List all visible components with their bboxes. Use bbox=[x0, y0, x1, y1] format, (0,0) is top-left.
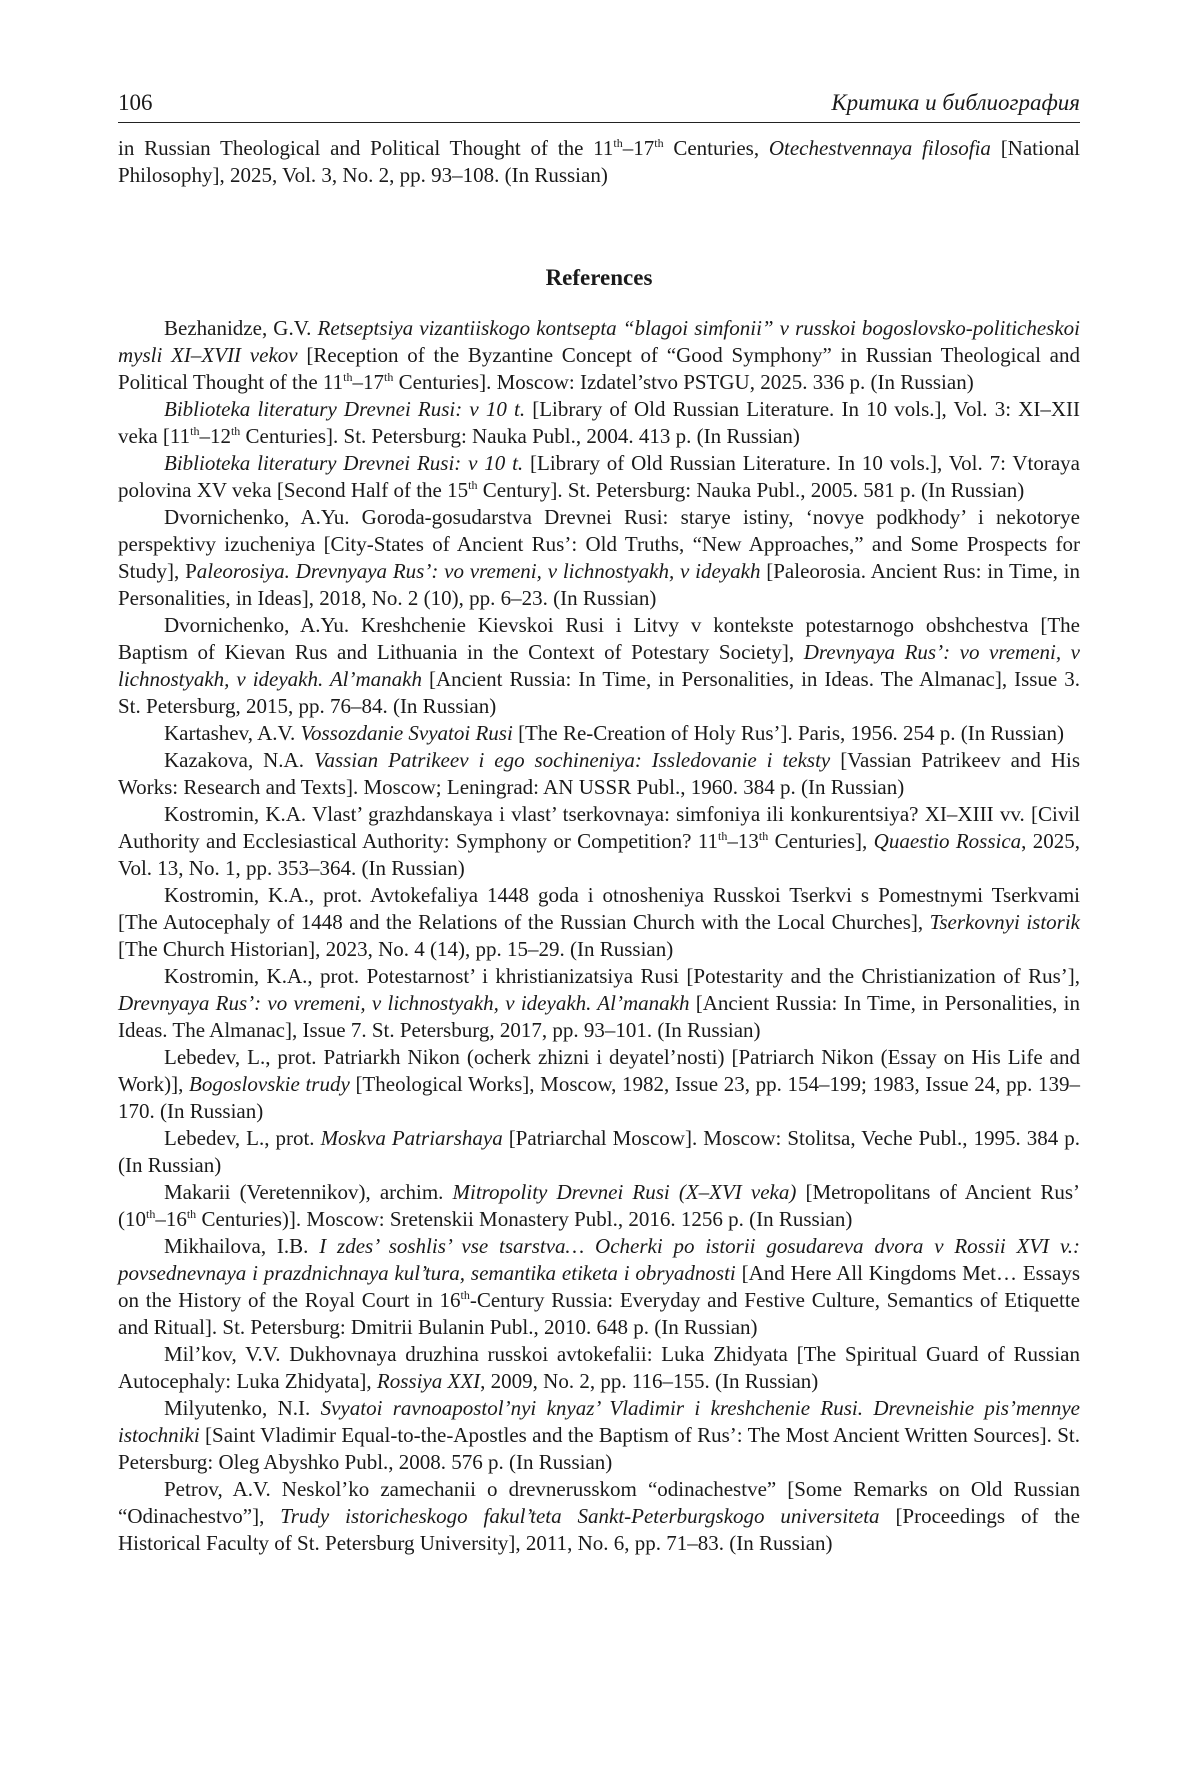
reference-entry: Kartashev, A.V. Vossozdanie Svyatoi Rusi [The Re-Creation of Holy Rus’]. Paris, 1956. 254 p. (In Russian) bbox=[164, 721, 1064, 745]
reference-entry: Biblioteka literatury Drevnei Rusi: v 10 t. [Library of Old Russian Literature. In 10 vols.], Vol. 7: Vtoraya polovina XV veka [Second Half of the 15th Century]. St. Petersburg: Nauka Publ., 2005. 581 p. (In Russian) bbox=[118, 451, 1080, 502]
reference-entry: Biblioteka literatury Drevnei Rusi: v 10 t. [Library of Old Russian Literature. In 10 vols.], Vol. 3: XI–XII veka [11th–12th Centuries]. St. Petersburg: Nauka Publ., 2004. 413 p. (In Russian) bbox=[118, 397, 1080, 448]
page bbox=[118, 90, 1080, 1557]
reference-entry: Bezhanidze, G.V. Retseptsiya vizantiiskogo kontsepta “blagoi simfonii” v russkoi bogoslovsko-politicheskoi mysli XI–XVII vekov [Reception of the Byzantine Concept of “Good Symphony” in Russian Theological and Political Thought of the 11th–17th Centuries]. Moscow: Izdatel’stvo PSTGU, 2025. 336 p. (In Russian) bbox=[118, 316, 1080, 394]
references-heading: References bbox=[545, 265, 653, 290]
reference-entry: Kostromin, K.A., prot. Avtokefaliya 1448 goda i otnosheniya Russkoi Tserkvi s Pomestnymi Tserkvami [The Autocephaly of 1448 and the Relations of the Russian Church with the Local Churches], Tserkovnyi istorik [The Church Historian], 2023, No. 4 (14), pp. 15–29. (In Russian) bbox=[118, 883, 1080, 961]
reference-entry: Lebedev, L., prot. Patriarkh Nikon (ocherk zhizni i deyatel’nosti) [Patriarch Nikon (Essay on His Life and Work)], Bogoslovskie trudy [Theological Works], Moscow, 1982, Issue 23, pp. 154–199; 1983, Issue 24, pp. 139–170. (In Russian) bbox=[118, 1045, 1080, 1123]
page-number: 106 bbox=[118, 90, 153, 115]
reference-entry: Kazakova, N.A. Vassian Patrikeev i ego sochineniya: Issledovanie i teksty [Vassian Patrikeev and His Works: Research and Texts]. Moscow; Leningrad: AN USSR Publ., 1960. 384 p. (In Russian) bbox=[118, 748, 1081, 799]
reference-entry: Kostromin, K.A., prot. Potestarnost’ i khristianizatsiya Rusi [Potestarity and the Christianization of Rus’], Drevnyaya Rus’: vo vremeni, v lichnostyakh, v ideyakh. Al’manakh [Ancient Russia: In Time, in Personalities, in Ideas. The Almanac], Issue 7. St. Petersburg, 2017, pp. 93–101. (In Russian) bbox=[118, 964, 1080, 1042]
reference-list bbox=[118, 315, 1080, 1557]
reference-entry: Mil’kov, V.V. Dukhovnaya druzhina russkoi avtokefalii: Luka Zhidyata [The Spiritual Guard of Russian Autocephaly: Luka Zhidyata], Rossiya XXI, 2009, No. 2, pp. 116–155. (In Russian) bbox=[118, 1342, 1080, 1393]
reference-entry: Kostromin, K.A. Vlast’ grazhdanskaya i vlast’ tserkovnaya: simfoniya ili konkurentsiya? XI–XIII vv. [Civil Authority and Ecclesiastical Authority: Symphony or Competition? 11th–13th Centuries], Quaestio Rossica, 2025, Vol. 13, No. 1, pp. 353–364. (In Russian) bbox=[118, 802, 1080, 880]
reference-entry: Milyutenko, N.I. Svyatoi ravnoapostol’nyi knyaz’ Vladimir i kreshchenie Rusi. Drevneishie pis’mennye istochniki [Saint Vladimir Equal-to-the-Apostles and the Baptism of Rus’: The Most Ancient Written Sources]. St. Petersburg: Oleg Abyshko Publ., 2008. 576 p. (In Russian) bbox=[118, 1396, 1080, 1474]
running-head bbox=[118, 90, 1080, 123]
reference-entry: Dvornichenko, A.Yu. Goroda-gosudarstva Drevnei Rusi: starye istiny, ‘novye podkhody’ i nekotorye perspektivy izucheniya [City-States of Ancient Rus’: Old Truths, “New Approaches,” and Some Prospects for Study], Paleorosiya. Drevnyaya Rus’: vo vremeni, v lichnostyakh, v ideyakh [Paleorosia. Ancient Rus: in Time, in Personalities, in Ideas], 2018, No. 2 (10), pp. 6–23. (In Russian) bbox=[118, 505, 1080, 610]
reference-entry: Petrov, A.V. Neskol’ko zamechanii o drevnerusskom “odinachestve” [Some Remarks on Old Russian “Odinachestvo”], Trudy istoricheskogo fakul’teta Sankt-Peterburgskogo universiteta [Proceedings of the Historical Faculty of St. Petersburg University], 2011, No. 6, pp. 71–83. (In Russian) bbox=[118, 1477, 1080, 1555]
reference-entry: Lebedev, L., prot. Moskva Patriarshaya [Patriarchal Moscow]. Moscow: Stolitsa, Veche Publ., 1995. 384 p. (In Russian) bbox=[118, 1126, 1080, 1177]
reference-entry: Dvornichenko, A.Yu. Kreshchenie Kievskoi Rusi i Litvy v kontekste potestarnogo obshchestva [The Baptism of Kievan Rus and Lithuania in the Context of Potestary Society], Drevnyaya Rus’: vo vremeni, v lichnostyakh, v ideyakh. Al’manakh [Ancient Russia: In Time, in Personalities, in Ideas. The Almanac], Issue 3. St. Petersburg, 2015, pp. 76–84. (In Russian) bbox=[118, 613, 1080, 718]
continuation-text: in Russian Theological and Political Thought of the 11th–17th Centuries, Otechestvennaya filosofia [National Philosophy], 2025, Vol. 3, No. 2, pp. 93–108. (In Russian) bbox=[118, 136, 1080, 187]
reference-entry: Makarii (Veretennikov), archim. Mitropolity Drevnei Rusi (X–XVI veka) [Metropolitans of Ancient Rus’ (10th–16th Centuries)]. Moscow: Sretenskii Monastery Publ., 2016. 1256 p. (In Russian) bbox=[118, 1180, 1081, 1231]
reference-entry: Mikhailova, I.B. I zdes’ soshlis’ vse tsarstva… Ocherki po istorii gosudareva dvora v Rossii XVI v.: povsednevnaya i prazdnichnaya kul’tura, semantika etiketa i obryadnosti [And Here All Kingdoms Met… Essays on the History of the Royal Court in 16th-Century Russia: Everyday and Festive Culture, Semantics of Etiquette and Ritual]. St. Petersburg: Dmitrii Bulanin Publ., 2010. 648 p. (In Russian) bbox=[118, 1234, 1080, 1339]
section-title: Критика и библиография bbox=[831, 90, 1080, 115]
